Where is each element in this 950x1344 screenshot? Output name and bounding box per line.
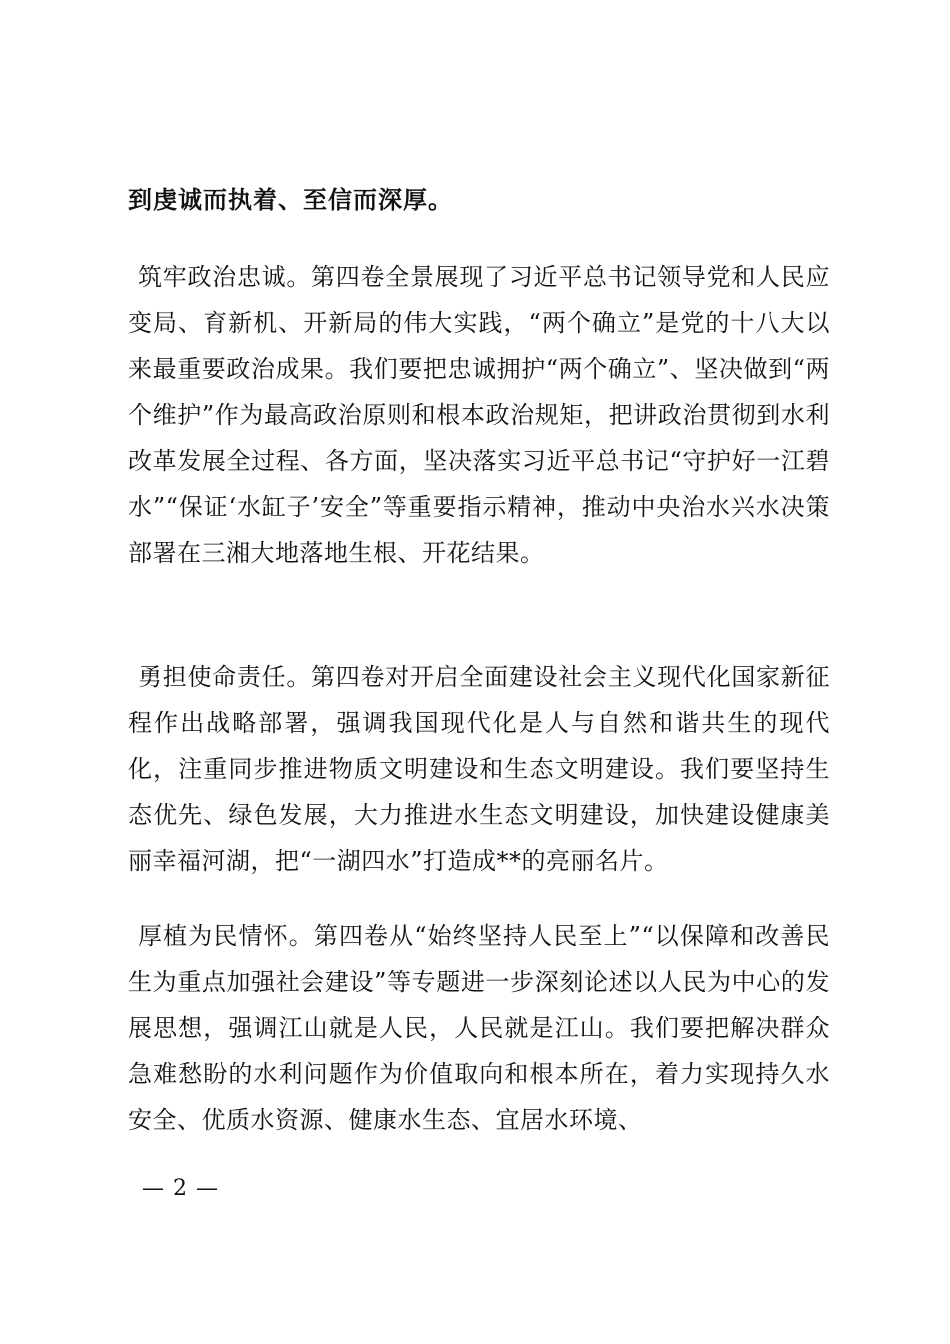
paragraph-political-loyalty: 筑牢政治忠诚。第四卷全景展现了习近平总书记领导党和人民应变局、育新机、开新局的伟大实践，“两个确立”是党的十八大以来最重要政治成果。我们要把忠诚拥护“两个确立”、坚决做到“两个维护”作为最高政治原则和根本政治规矩，把讲政治贯彻到水利改革发展全过程、各方面，坚决落实习近平总书记“守护好一江碧水”“保证‘水缸子’安全”等重要指示精神，推动中央治水兴水决策部署在三湘大地落地生根、开花结果。 <box>128 263 830 567</box>
paragraph-people-first: 厚植为民情怀。第四卷从“始终坚持人民至上”“以保障和改善民生为重点加强社会建设”等专题进一步深刻论述以人民为中心的发展思想，强调江山就是人民，人民就是江山。我们要把解决群众急难愁盼的水利问题作为价值取向和根本所在，着力实现持久水安全、优质水资源、健康水生态、宜居水环境、 <box>128 922 830 1134</box>
lead-line: 到虔诚而执着、至信而深厚。 <box>128 186 453 214</box>
page-number: — 2 — <box>142 1176 219 1201</box>
paragraph-mission-responsibility: 勇担使命责任。第四卷对开启全面建设社会主义现代化国家新征程作出战略部署，强调我国现代化是人与自然和谐共生的现代化，注重同步推进物质文明建设和生态文明建设。我们要坚持生态优先、绿色发展，大力推进水生态文明建设，加快建设健康美丽幸福河湖，把“一湖四水”打造成**的亮丽名片。 <box>128 663 830 875</box>
